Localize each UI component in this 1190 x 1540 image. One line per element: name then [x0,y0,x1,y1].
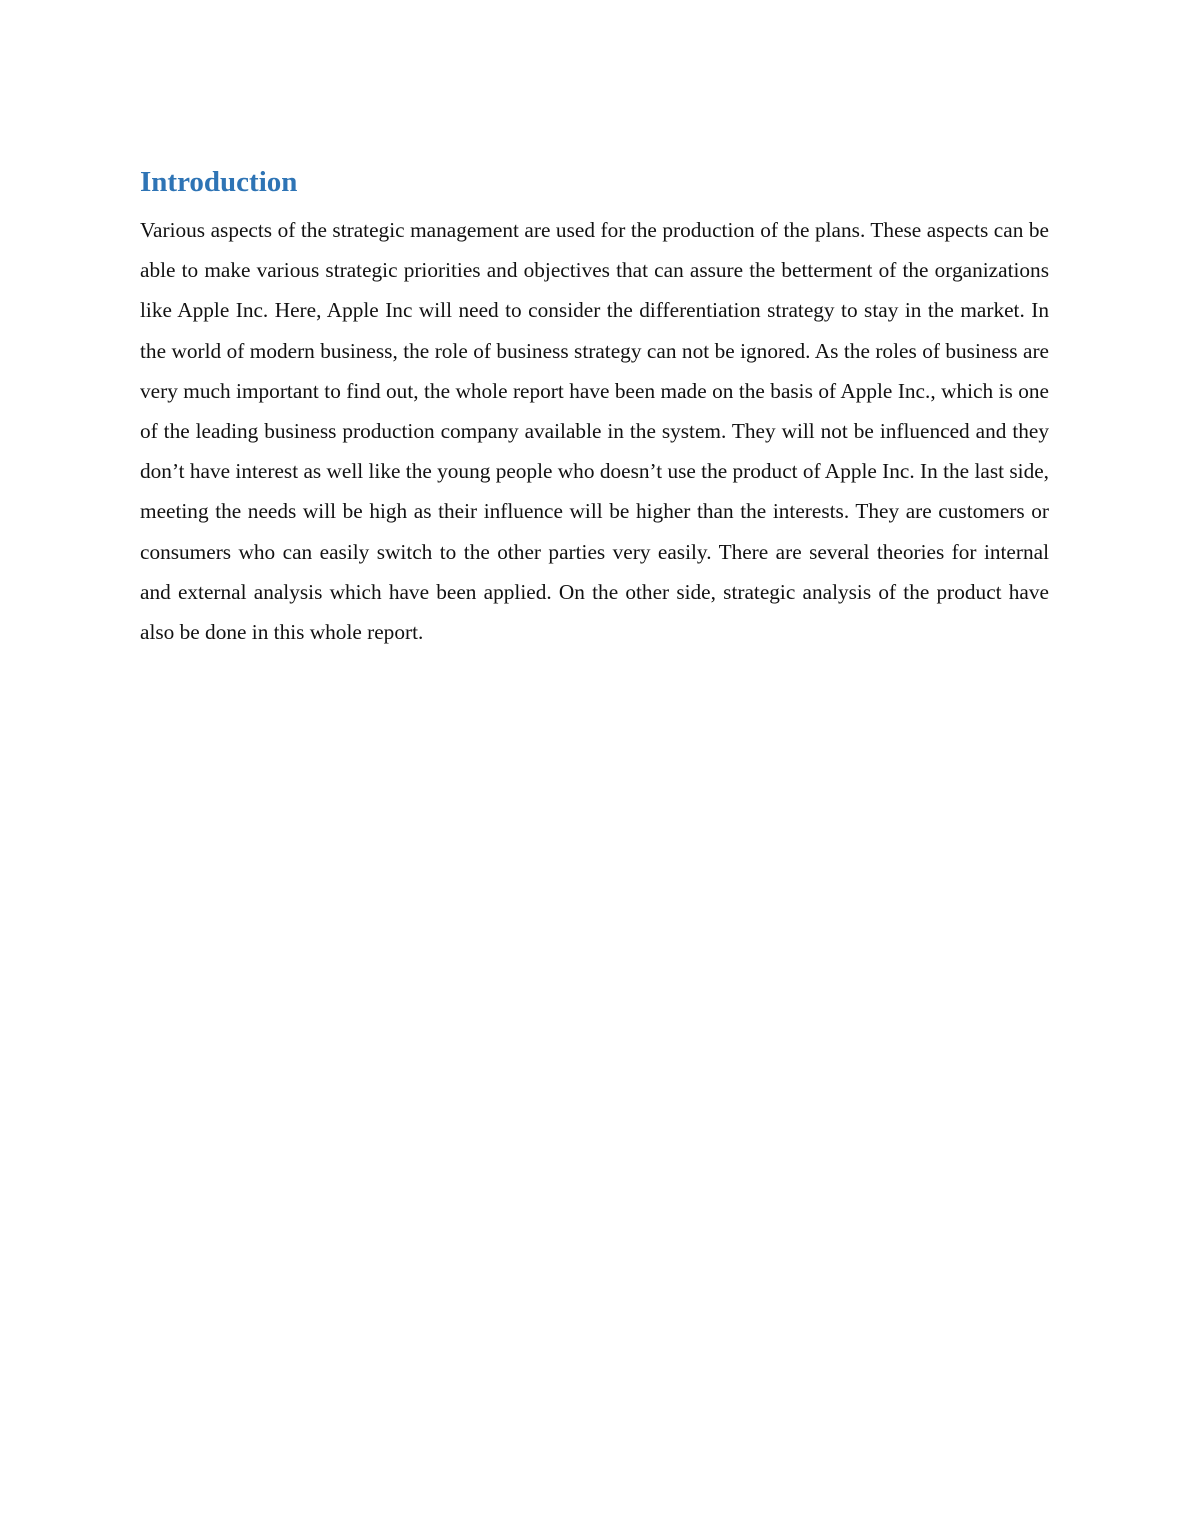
section-heading: Introduction [140,166,298,198]
document-content [140,162,1049,652]
body-paragraph: Various aspects of the strategic management are used for the production of the plans. These aspects can be able to make various strategic priorities and objectives that can assure the betterment of the organizations like Apple Inc. Here, Apple Inc will need to consider the differentiation strategy to stay in the market. In the world of modern business, the role of business strategy can not be ignored. As the roles of business are very much important to find out, the whole report have been made on the basis of Apple Inc., which is one of the leading business production company available in the system. They will not be influenced and they don’t have interest as well like the young people who doesn’t use the product of Apple Inc. In the last side, meeting the needs will be high as their influence will be higher than the interests. They are customers or consumers who can easily switch to the other parties very easily. There are several theories for internal and external analysis which have been applied. On the other side, strategic analysis of the product have also be done in this whole report. [140,218,1049,645]
